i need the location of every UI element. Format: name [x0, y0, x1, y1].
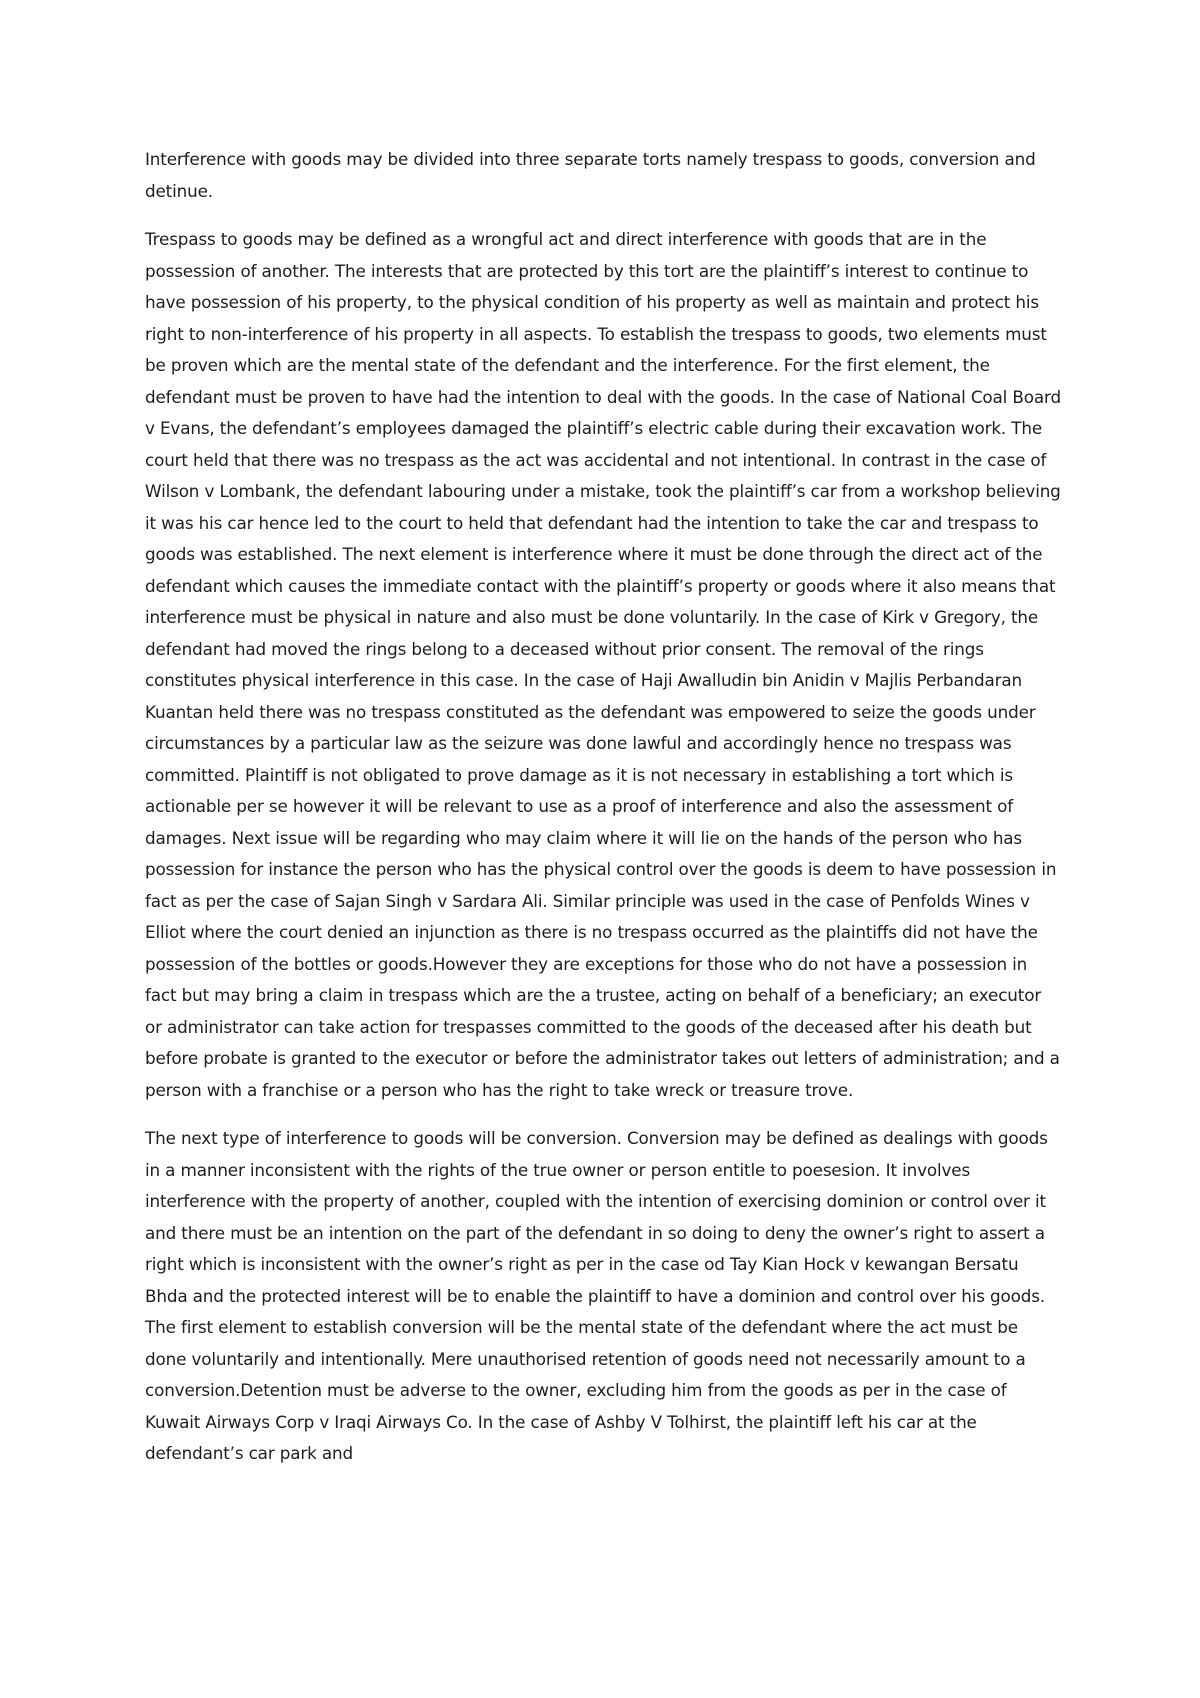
- document-body: [145, 144, 1063, 1487]
- paragraph-trespass-to-goods: Trespass to goods may be defined as a wrongful act and direct interference with goods that are in the possession of another. The interests that are protected by this tort are the plaintiff’s interest to continue to have possession of his property, to the physical condition of his property as well as maintain and protect his right to non-interference of his property in all aspects. To establish the trespass to goods, two elements must be proven which are the mental state of the defendant and the interference. For the first element, the defendant must be proven to have had the intention to deal with the goods. In the case of National Coal Board v Evans, the defendant’s employees damaged the plaintiff’s electric cable during their excavation work. The court held that there was no trespass as the act was accidental and not intentional. In contrast in the case of Wilson v Lombank, the defendant labouring under a mistake, took the plaintiff’s car from a workshop believing it was his car hence led to the court to held that defendant had the intention to take the car and trespass to goods was established. The next element is interference where it must be done through the direct act of the defendant which causes the immediate contact with the plaintiff’s property or goods where it also means that interference must be physical in nature and also must be done voluntarily. In the case of Kirk v Gregory, the defendant had moved the rings belong to a deceased without prior consent. The removal of the rings constitutes physical interference in this case. In the case of Haji Awalludin bin Anidin v Majlis Perbandaran Kuantan held there was no trespass constituted as the defendant was empowered to seize the goods under circumstances by a particular law as the seizure was done lawful and accordingly hence no trespass was committed. Plaintiff is not obligated to prove damage as it is not necessary in establishing a tort which is actionable per se however it will be relevant to use as a proof of interference and also the assessment of damages. Next issue will be regarding who may claim where it will lie on the hands of the person who has possession for instance the person who has the physical control over the goods is deem to have possession in fact as per the case of Sajan Singh v Sardara Ali. Similar principle was used in the case of Penfolds Wines v Elliot where the court denied an injunction as there is no trespass occurred as the plaintiffs did not have the possession of the bottles or goods.However they are exceptions for those who do not have a possession in fact but may bring a claim in trespass which are the a trustee, acting on behalf of a beneficiary; an executor or administrator can take action for trespasses committed to the goods of the deceased after his death but before probate is granted to the executor or before the administrator takes out letters of administration; and a person with a franchise or a person who has the right to take wreck or treasure trove.: [145, 229, 1061, 1100]
- paragraph-intro: Interference with goods may be divided into three separate torts namely trespass to goods, conversion and detinue.: [145, 149, 1036, 201]
- paragraph-conversion: The next type of interference to goods will be conversion. Conversion may be defined as dealings with goods in a manner inconsistent with the rights of the true owner or person entitle to poesesion. It involves interference with the property of another, coupled with the intention of exercising dominion or control over it and there must be an intention on the part of the defendant in so doing to deny the owner’s right to assert a right which is inconsistent with the owner’s right as per in the case od Tay Kian Hock v kewangan Bersatu Bhda and the protected interest will be to enable the plaintiff to have a dominion and control over his goods. The first element to establish conversion will be the mental state of the defendant where the act must be done voluntarily and intentionally. Mere unauthorised retention of goods need not necessarily amount to a conversion.Detention must be adverse to the owner, excluding him from the goods as per in the case of Kuwait Airways Corp v Iraqi Airways Co. In the case of Ashby V Tolhirst, the plaintiff left his car at the defendant’s car park and: [145, 1128, 1048, 1463]
